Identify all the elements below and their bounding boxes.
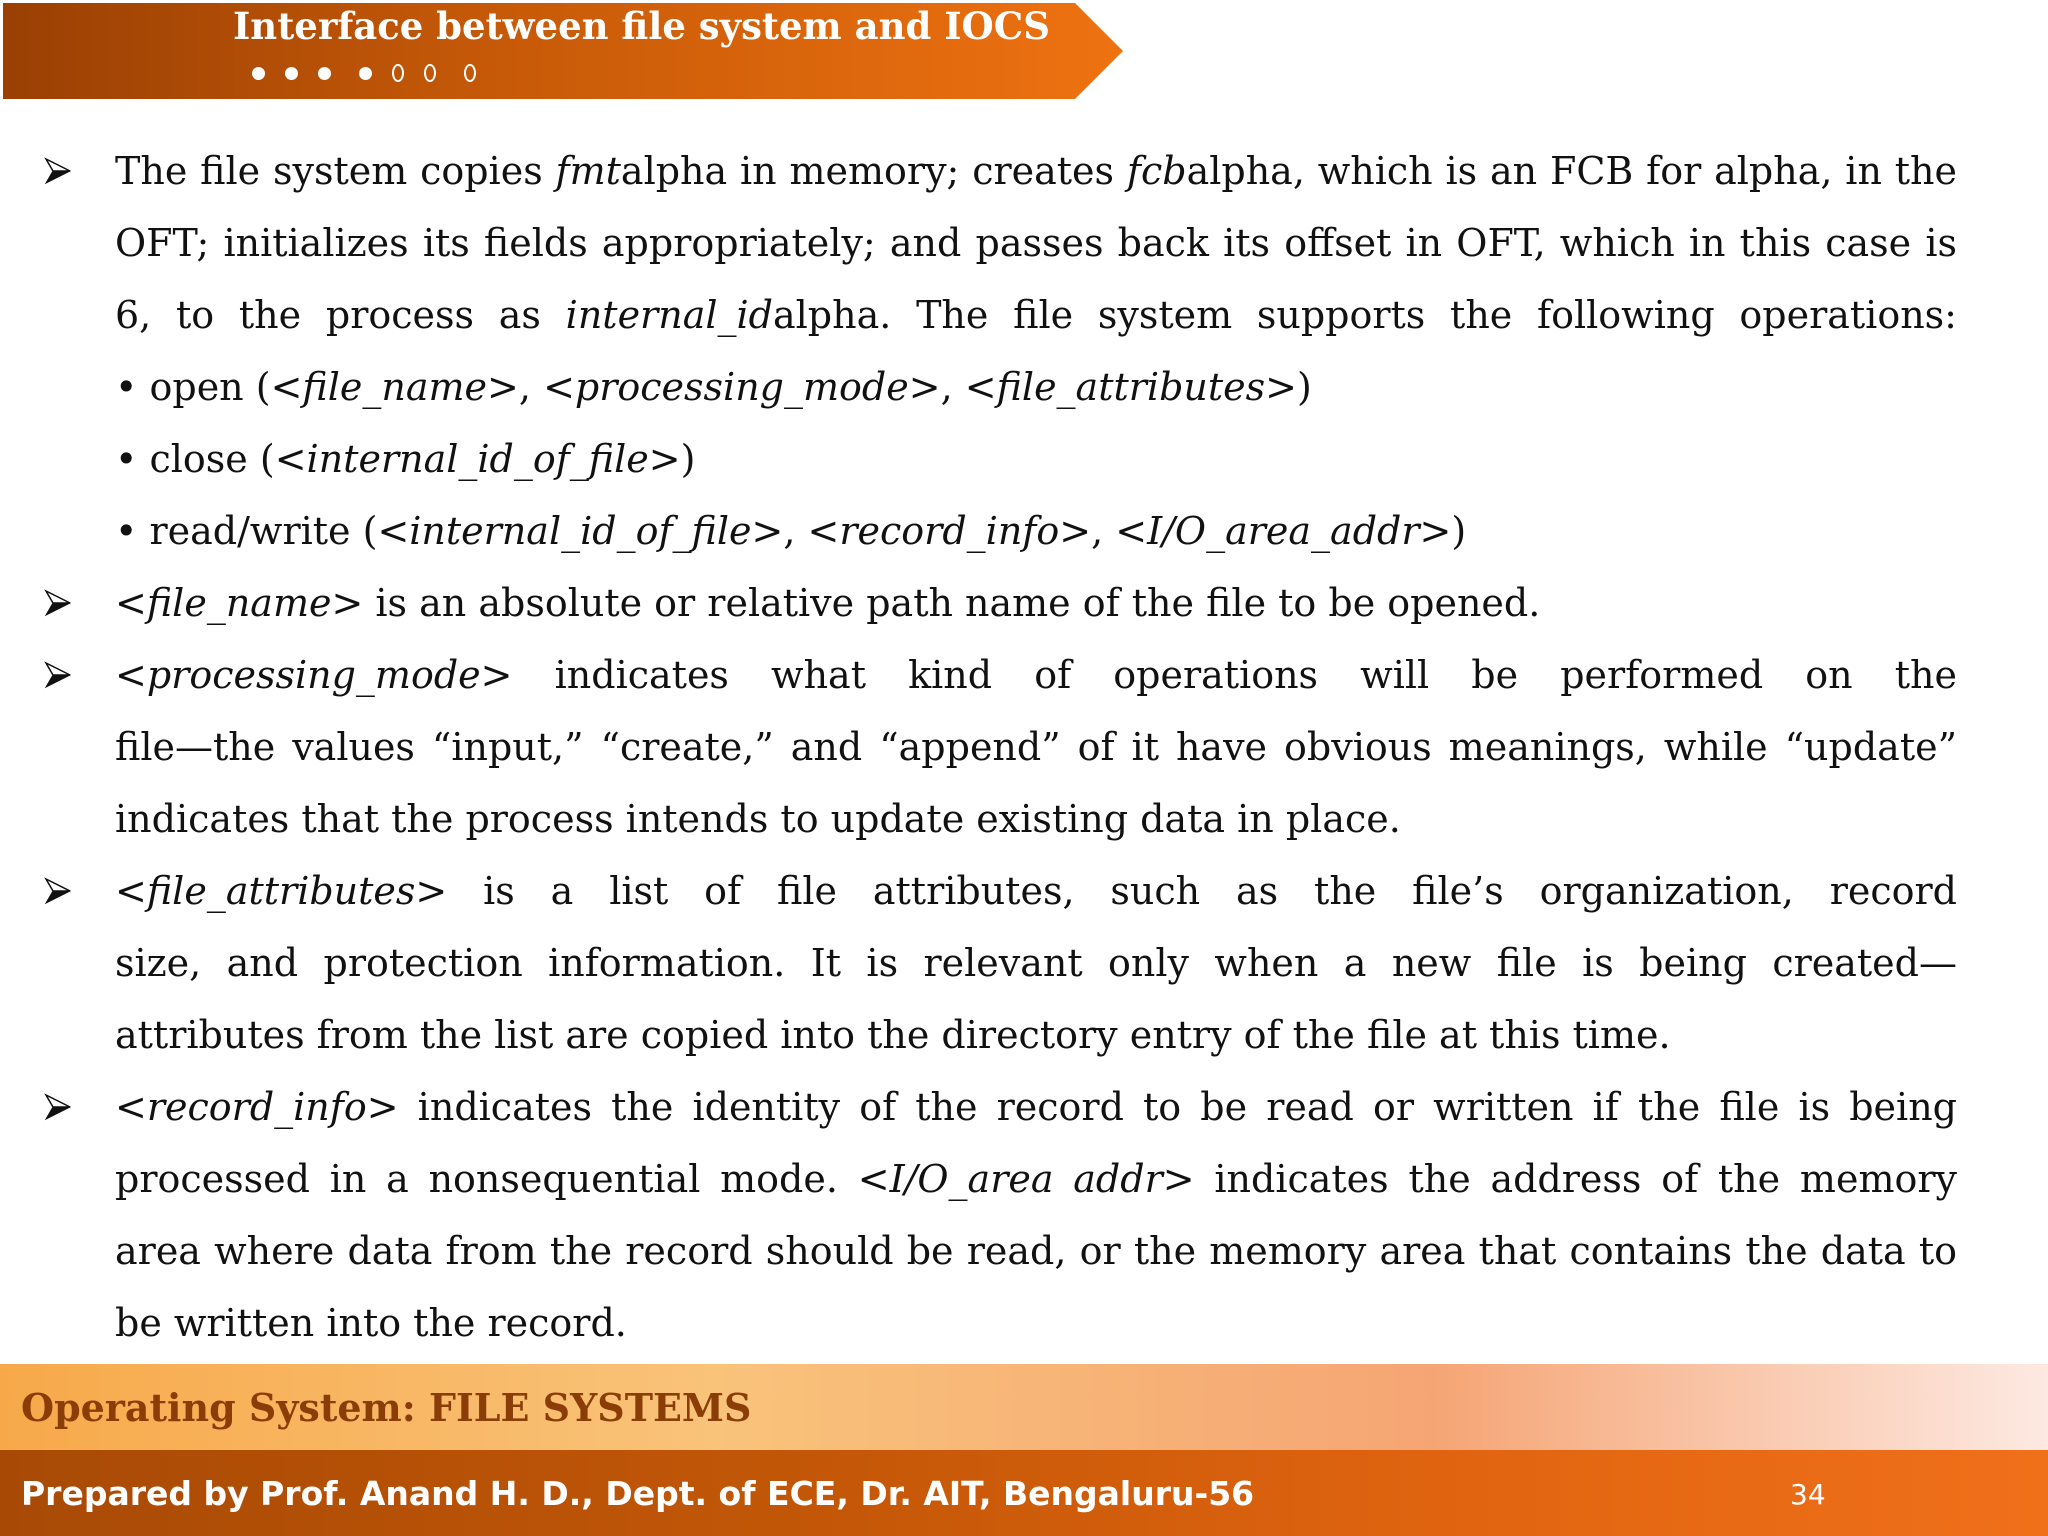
paragraph-3-line-2: file—the values “input,” “create,” and “append” of it have obvious meanings, while “update” (115, 725, 1957, 769)
progress-dot-empty-icon (392, 64, 404, 82)
footer-course-title: Operating System: FILE SYSTEMS (21, 1385, 752, 1430)
paragraph-4-line-1: <file_attributes> is a list of file attributes, such as the file’s organization, record (115, 869, 1957, 913)
paragraph-1-line-1: The file system copies fmtalpha in memory; creates fcbalpha, which is an FCB for alpha, in the (115, 149, 1957, 193)
progress-dots (252, 60, 496, 86)
arrowhead-bullet-icon (38, 567, 78, 639)
paragraph-1-line-2: OFT; initializes its fields appropriately; and passes back its offset in OFT, which in this case is (115, 221, 1957, 265)
paragraph-4-line-3: attributes from the list are copied into the directory entry of the file at this time. (115, 1013, 1671, 1057)
arrowhead-bullet-icon (38, 855, 78, 927)
paragraph-4-line-2: size, and protection information. It is relevant only when a new file is being created— (115, 941, 1957, 985)
paragraph-3-line-3: indicates that the process intends to update existing data in place. (115, 797, 1401, 841)
paragraph-5-line-1: <record_info> indicates the identity of the record to be read or written if the file is being (115, 1085, 1957, 1129)
progress-dot-empty-icon (464, 64, 476, 82)
paragraph-2: <file_name> is an absolute or relative path name of the file to be opened. (115, 581, 1541, 625)
footer-credit: Prepared by Prof. Anand H. D., Dept. of ECE, Dr. AIT, Bengaluru-56 (21, 1474, 1255, 1513)
arrowhead-bullet-icon (38, 135, 78, 207)
progress-dot-icon (318, 67, 331, 80)
progress-dot-icon (252, 67, 265, 80)
progress-dot-icon (285, 67, 298, 80)
progress-dot-icon (359, 67, 372, 80)
paragraph-5-line-2: processed in a nonsequential mode. <I/O_area addr> indicates the address of the memory (115, 1157, 1957, 1201)
paragraph-1-line-3: 6, to the process as internal_idalpha. The file system supports the following operations: (115, 293, 1957, 337)
operation-read-write: • read/write (<internal_id_of_file>, <record_info>, <I/O_area_addr>) (115, 509, 1467, 553)
operation-open: • open (<file_name>, <processing_mode>, <file_attributes>) (115, 365, 1312, 409)
operation-close: • close (<internal_id_of_file>) (115, 437, 696, 481)
paragraph-3-line-1: <processing_mode> indicates what kind of operations will be performed on the (115, 653, 1957, 697)
page-number: 34 (1790, 1478, 1826, 1511)
paragraph-5-line-3: area where data from the record should be read, or the memory area that contains the data to (115, 1229, 1957, 1273)
arrowhead-bullet-icon (38, 639, 78, 711)
progress-dot-empty-icon (424, 64, 436, 82)
paragraph-5-line-4: be written into the record. (115, 1301, 627, 1345)
arrowhead-bullet-icon (38, 1071, 78, 1143)
slide-title: Interface between file system and IOCS (233, 4, 1050, 48)
